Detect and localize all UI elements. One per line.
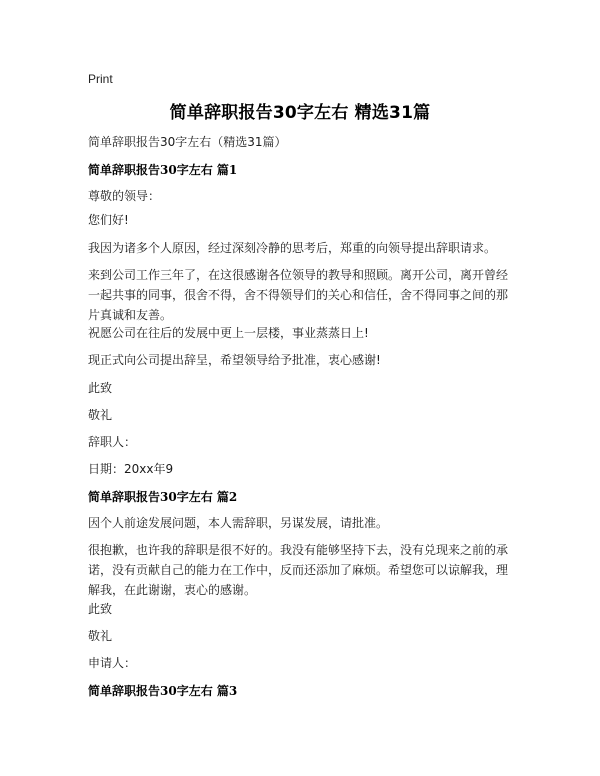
paragraph: 此致 [88, 381, 113, 395]
document-title: 简单辞职报告30字左右 精选31篇 [169, 103, 431, 123]
paragraph: 现正式向公司提出辞呈，希望领导给予批准，衷心感谢! [88, 353, 381, 367]
paragraph: 很抱歉，也许我的辞职是很不好的。我没有能够坚持下去，没有兑现来之前的承诺，没有贡献自己的能力在工作中，反而还添加了麻烦。希望您可以谅解我，理解我，在此谢谢，衷心的感谢。 [88, 543, 509, 597]
paragraph: 敬礼 [88, 629, 113, 643]
paragraph: 您们好! [88, 213, 129, 227]
paragraph: 此致 [88, 602, 113, 616]
paragraph: 我因为诸多个人原因，经过深刻冷静的思考后，郑重的向领导提出辞职请求。 [88, 241, 497, 255]
print-label: Print [88, 72, 113, 86]
paragraph: 来到公司工作三年了，在这很感谢各位领导的教导和照顾。离开公司，离开曾经一起共事的同事，很舍不得，舍不得领导们的关心和信任，舍不得同事之间的那片真诚和友善。 [88, 268, 509, 322]
paragraph: 日期：20xx年9 [88, 462, 174, 476]
paragraph: 辞职人： [88, 435, 137, 449]
paragraph: 因个人前途发展问题，本人需辞职，另谋发展，请批准。 [88, 516, 389, 530]
section-heading-2: 简单辞职报告30字左右 篇2 [88, 490, 238, 504]
section-heading-1: 简单辞职报告30字左右 篇1 [88, 163, 238, 177]
document-subtitle: 简单辞职报告30字左右（精选31篇） [88, 135, 287, 149]
paragraph: 敬礼 [88, 408, 113, 422]
paragraph: 申请人： [88, 656, 137, 670]
paragraph: 尊敬的领导： [88, 189, 161, 203]
paragraph: 祝愿公司在往后的发展中更上一层楼，事业蒸蒸日上! [88, 326, 369, 340]
section-heading-3: 简单辞职报告30字左右 篇3 [88, 684, 238, 698]
